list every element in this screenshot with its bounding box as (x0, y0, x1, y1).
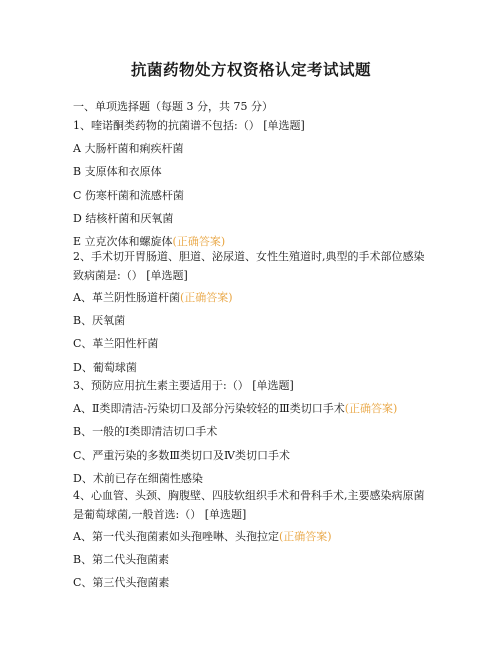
option-text: B 支原体和衣原体 (73, 165, 162, 179)
question-3 (73, 378, 433, 494)
option-text: A、革兰阴性肠道杆菌 (73, 291, 180, 304)
option-c (73, 336, 433, 352)
option-text: B、一般的Ⅰ类即清洁切口手术 (73, 425, 218, 439)
option-text: C、第三代头孢菌素 (73, 576, 170, 590)
option-text: D、术前已存在细菌性感染 (73, 471, 203, 485)
option-b (73, 164, 433, 180)
option-text: C 伤寒杆菌和流感杆菌 (73, 188, 184, 202)
option-text: E 立克次体和螺旋体 (73, 234, 173, 248)
option-d (73, 360, 433, 376)
option-a (73, 401, 433, 417)
option-text: B、厌氧菌 (73, 314, 126, 328)
correct-answer-marker: (正确答案) (172, 234, 226, 248)
option-text: A 大肠杆菌和痢疾杆菌 (73, 142, 184, 156)
option-d (73, 211, 433, 227)
question-stem: 1、喹诺酮类药物的抗菌谱不包括:（） [单选题] (73, 119, 305, 132)
option-text: C、革兰阳性杆菌 (73, 337, 159, 351)
question-2 (73, 247, 433, 383)
option-b (73, 313, 433, 329)
option-c (73, 448, 433, 464)
page-title: 抗菌药物处方权资格认定考试试题 (130, 60, 371, 79)
section-heading: 一、单项选择题（每题 3 分，共 75 分） (73, 100, 273, 113)
option-b (73, 552, 433, 568)
correct-answer-marker: (正确答案) (278, 530, 332, 543)
correct-answer-marker: (正确答案) (344, 402, 398, 416)
option-a (73, 290, 433, 306)
question-stem: 3、预防应用抗生素主要适用于:（） [单选题] (73, 379, 294, 392)
option-text: C、严重污染的多数Ⅲ类切口及Ⅳ类切口手术 (73, 448, 291, 462)
option-c (73, 575, 433, 591)
option-d (73, 471, 433, 487)
option-text: D 结核杆菌和厌氧菌 (73, 211, 174, 225)
option-a (73, 141, 433, 157)
question-stem: 2、手术切开胃肠道、胆道、泌尿道、女性生殖道时,典型的手术部位感染致病菌是:（） [单选题] (73, 250, 425, 282)
question-1 (73, 118, 433, 257)
option-c (73, 188, 433, 204)
option-b (73, 424, 433, 440)
question-stem: 4、心血管、头颈、胸腹壁、四肢软组织手术和骨科手术,主要感染病原菌是葡萄球菌,一般首选:（） [单选题] (73, 489, 425, 521)
option-text: B、第二代头孢菌素 (73, 553, 170, 567)
option-a (73, 529, 433, 545)
option-text: D、葡萄球菌 (73, 360, 137, 374)
option-text: A、第一代头孢菌素如头孢唑啉、头孢拉定 (73, 530, 279, 543)
option-text: A、Ⅱ类即清洁-污染切口及部分污染较轻的Ⅲ类切口手术 (73, 402, 345, 416)
question-4 (73, 486, 433, 599)
correct-answer-marker: (正确答案) (179, 291, 233, 304)
